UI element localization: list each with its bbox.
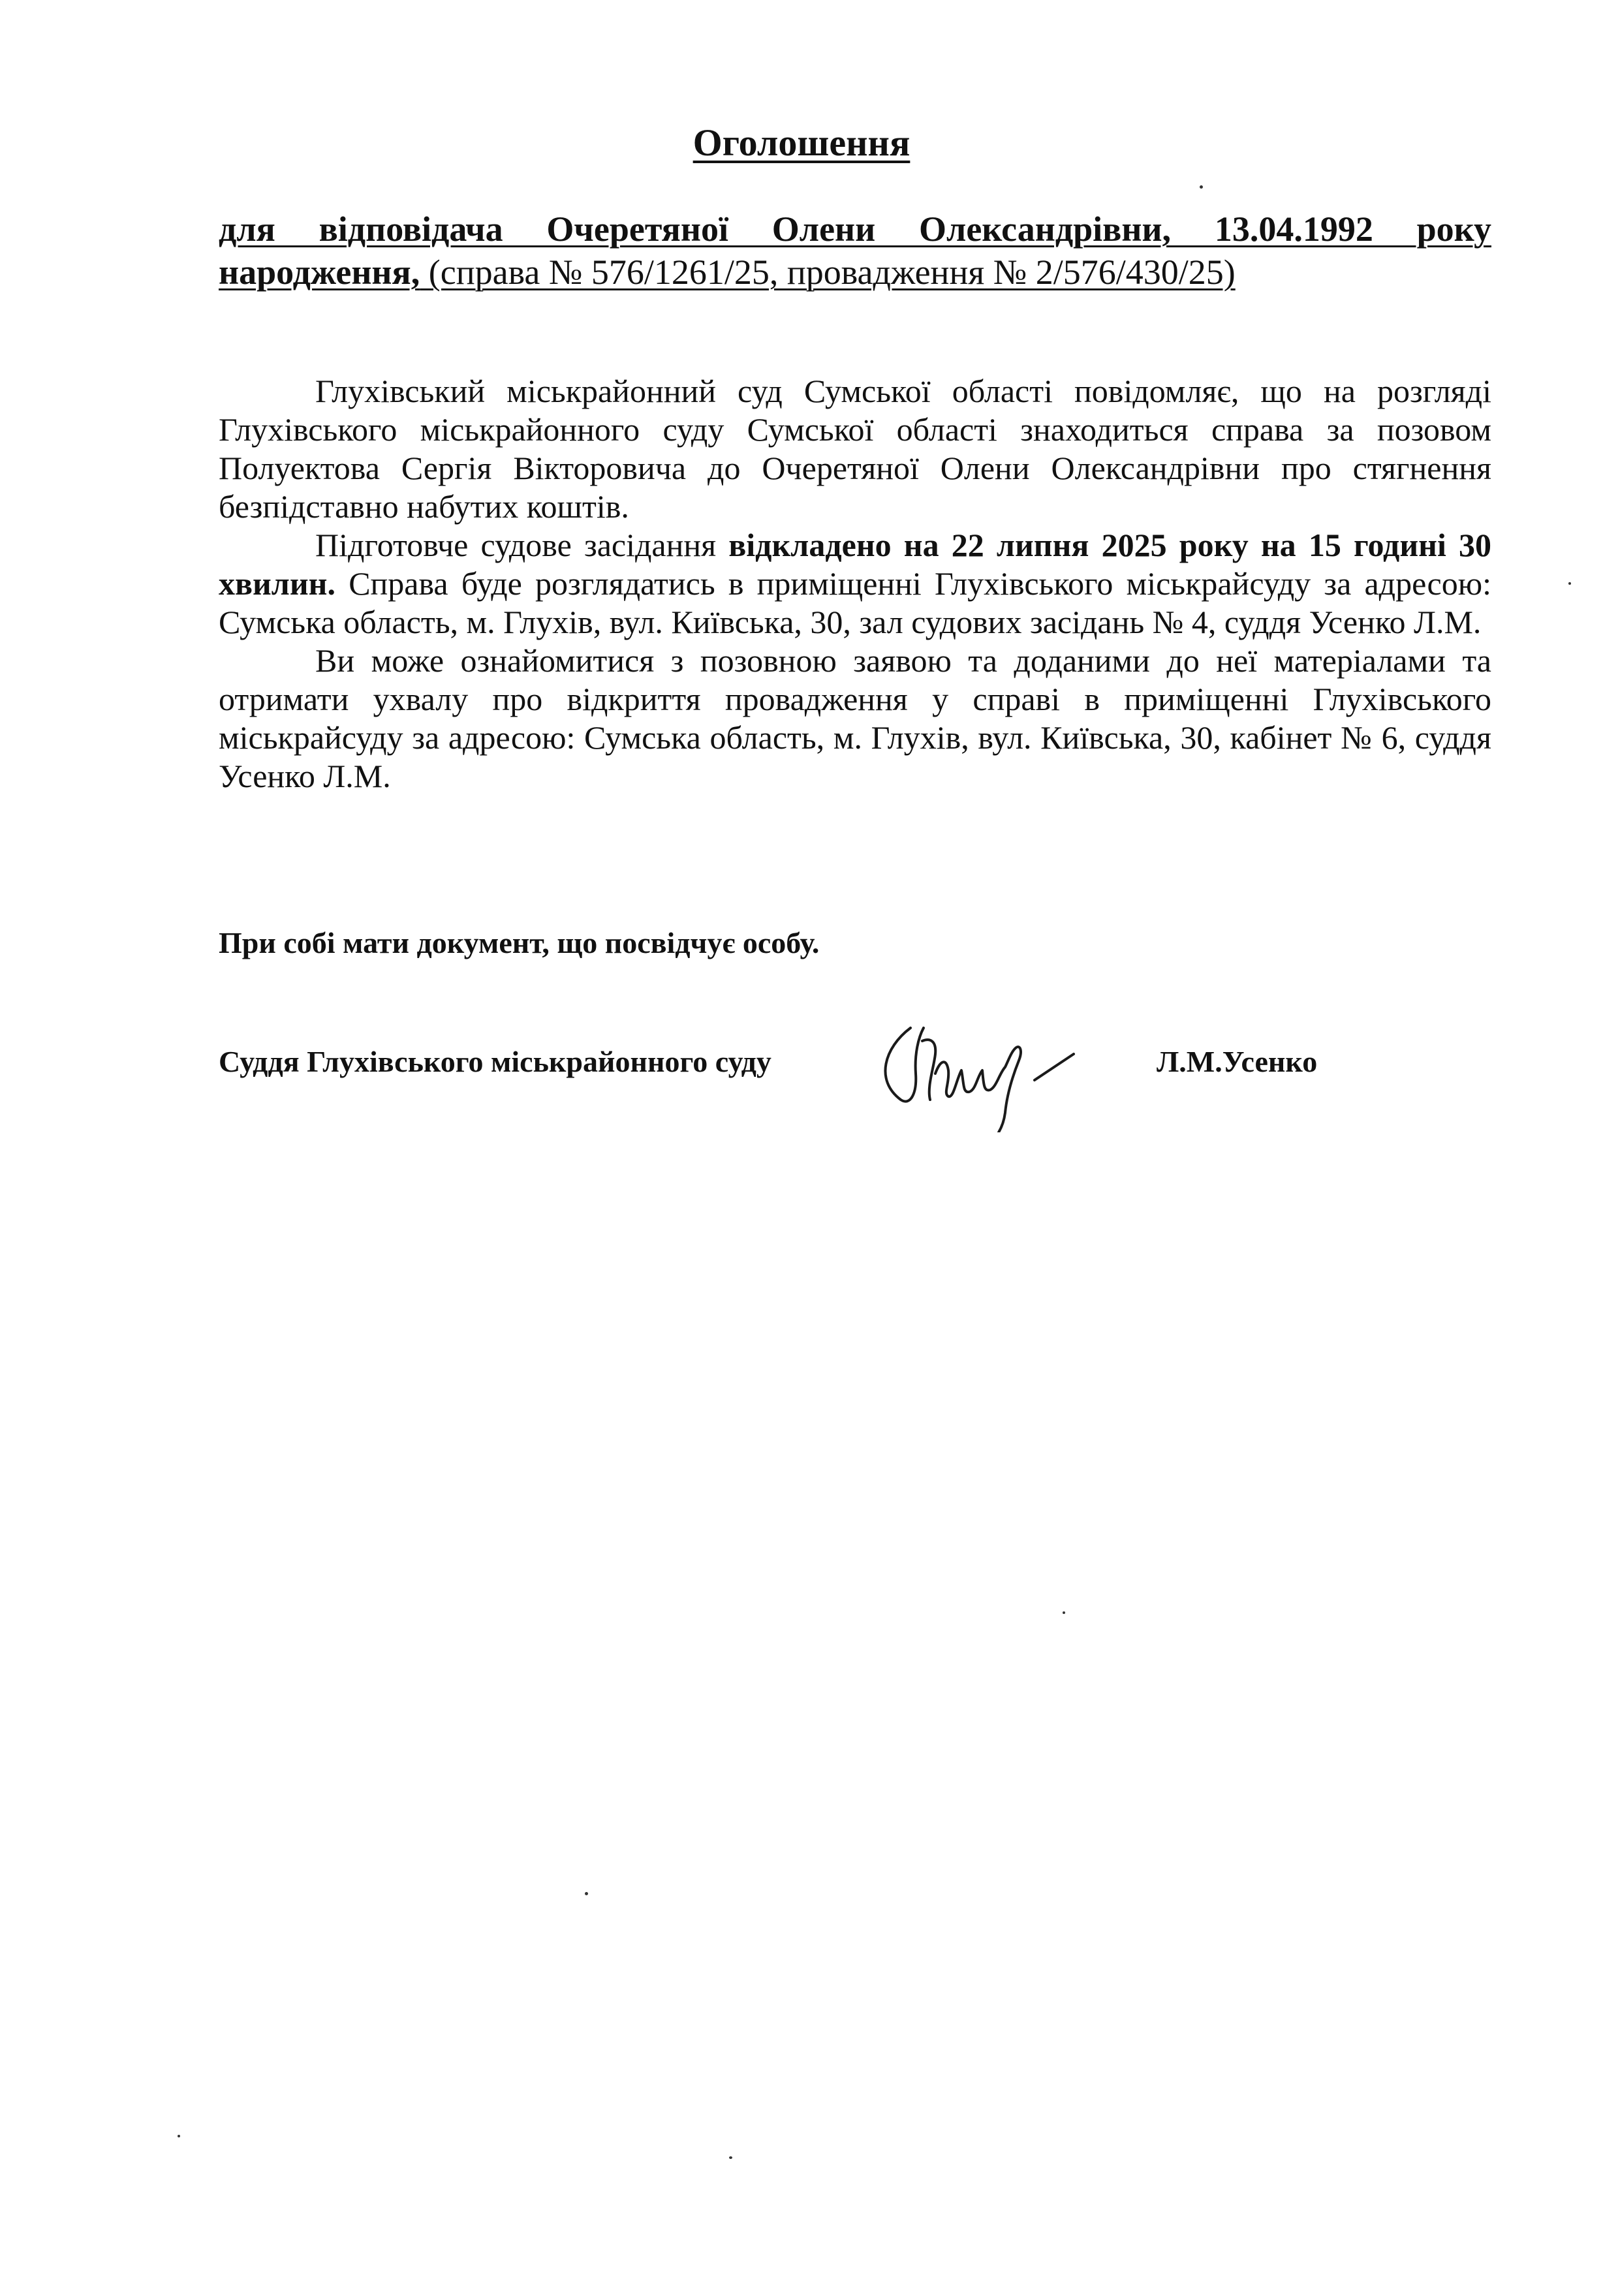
hearing-location: Справа буде розглядатись в приміщенні Глухівського міськрайсуду за адресою: Сумська область, м. Глухів, вул. Київська, 30, зал судових засідань № 4, суддя Усенко Л.М.	[219, 565, 1491, 640]
scan-speck	[729, 2156, 732, 2159]
id-document-note: При собі мати документ, що посвідчує особу.	[219, 926, 820, 959]
addressee-line-1: для відповідача Очеретяної Олени Олександрівни, 13.04.1992 року	[219, 209, 1491, 249]
scan-speck	[1063, 1611, 1065, 1614]
addressee-heading	[219, 208, 1491, 294]
scan-speck	[178, 2135, 180, 2137]
paragraph-case-info: Глухівський міськрайонний суд Сумської області повідомляє, що на розгляді Глухівського міськрайонного суду Сумської області знаходиться справа за позовом Полуектова Сергія Вікторовича до Очеретяної Олени Олександрівни про стягнення безпідставно набутих коштів.	[219, 373, 1491, 525]
case-number-text: (справа № 576/1261/25, провадження № 2/576/430/25)	[420, 253, 1236, 292]
scan-speck	[1200, 185, 1203, 189]
addressee-line-2	[219, 251, 1491, 294]
scan-speck	[1568, 582, 1571, 585]
document-title: Оголошення	[693, 121, 910, 164]
judge-name: Л.М.Усенко	[1157, 1045, 1318, 1078]
hearing-date-time: відкладено на 22 липня 2025 року на 15 годині 30 хвилин.	[219, 527, 1491, 602]
hearing-intro: Підготовче судове засідання	[315, 527, 729, 563]
addressee-line-2-bold: народження,	[219, 253, 420, 292]
scan-speck	[585, 1892, 588, 1895]
notice-body	[219, 372, 1491, 796]
paragraph-materials-info: Ви може ознайомитися з позовною заявою та доданими до неї матеріалами та отримати ухвалу про відкриття провадження у справі в приміщенні Глухівського міськрайсуду за адресою: Сумська область, м. Глухів, вул. Київська, 30, кабінет № 6, суддя Усенко Л.М.	[219, 642, 1491, 794]
handwritten-signature	[871, 1002, 1119, 1132]
paragraph-hearing-info	[219, 526, 1491, 642]
judge-position: Суддя Глухівського міськрайонного суду	[219, 1045, 771, 1078]
